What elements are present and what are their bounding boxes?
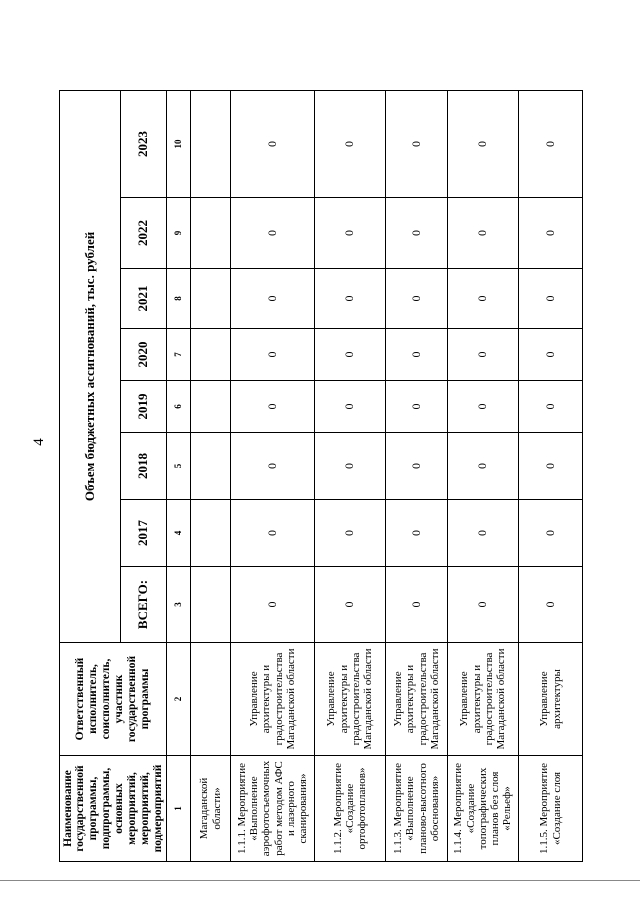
rotated-page — [59, 91, 582, 862]
row-value: 0 — [231, 269, 315, 329]
row-value: 0 — [231, 381, 315, 433]
row-value: 0 — [231, 433, 315, 500]
row-value — [191, 329, 231, 381]
table-row — [519, 90, 583, 861]
row-value: 0 — [519, 198, 583, 269]
row-value: 0 — [315, 329, 386, 381]
row-value: 0 — [448, 500, 519, 567]
row-value: 0 — [519, 567, 583, 643]
row-value — [191, 90, 231, 197]
header-year: 2023 — [121, 90, 167, 197]
table-row — [448, 90, 519, 861]
row-value: 0 — [519, 381, 583, 433]
row-value: 0 — [519, 90, 583, 197]
row-name: 1.1.1. Мероприятие «Выполнение аэрофотосъемочных работ методом АФС и лазерного сканирования» — [231, 756, 315, 862]
row-value — [191, 500, 231, 567]
table-row — [231, 90, 315, 861]
header-year: 2017 — [121, 500, 167, 567]
budget-table-wrapper — [59, 91, 582, 862]
row-value: 0 — [315, 381, 386, 433]
row-name: Магаданской области» — [191, 756, 231, 862]
row-value: 0 — [315, 567, 386, 643]
row-name: 1.1.5. Мероприятие «Создание слоя — [519, 756, 583, 862]
header-row-group — [60, 90, 121, 861]
header-budget-group: Объем бюджетных ассигнований, тыс. рублей — [60, 90, 121, 642]
row-value — [191, 198, 231, 269]
row-value — [191, 433, 231, 500]
column-number: 2 — [167, 643, 191, 756]
page-bottom-rule — [0, 880, 640, 881]
row-value — [191, 269, 231, 329]
row-value: 0 — [448, 433, 519, 500]
table-row — [386, 90, 448, 861]
row-value: 0 — [519, 433, 583, 500]
column-number: 3 — [167, 567, 191, 643]
row-value: 0 — [231, 567, 315, 643]
row-value: 0 — [386, 567, 448, 643]
row-executor: Управление архитектуры и градостроительства Магаданской области — [315, 643, 386, 756]
row-executor: Управление архитектуры и градостроительства Магаданской области — [386, 643, 448, 756]
header-total: ВСЕГО: — [121, 567, 167, 643]
header-name: Наименование государственной программы, подпрограммы, основных мероприятий, мероприятий, подмероприятий — [60, 756, 167, 862]
column-number: 7 — [167, 329, 191, 381]
row-value: 0 — [231, 90, 315, 197]
row-value — [191, 381, 231, 433]
row-value: 0 — [315, 90, 386, 197]
row-value: 0 — [386, 269, 448, 329]
row-value: 0 — [448, 567, 519, 643]
column-number: 4 — [167, 500, 191, 567]
column-number: 1 — [167, 756, 191, 862]
header-year: 2022 — [121, 198, 167, 269]
row-name: 1.1.3. Мероприятие «Выполнение планово-высотного обоснования» — [386, 756, 448, 862]
budget-table — [59, 90, 583, 862]
row-executor: Управление архитектуры и градостроительства Магаданской области — [231, 643, 315, 756]
page-number: 4 — [31, 438, 47, 446]
header-year: 2020 — [121, 329, 167, 381]
column-number: 10 — [167, 90, 191, 197]
row-value: 0 — [519, 329, 583, 381]
row-value — [191, 567, 231, 643]
row-value: 0 — [386, 198, 448, 269]
column-number-row — [167, 90, 191, 861]
row-value: 0 — [448, 198, 519, 269]
column-number: 6 — [167, 381, 191, 433]
row-value: 0 — [448, 381, 519, 433]
row-executor: Управление архитектуры — [519, 643, 583, 756]
row-value: 0 — [448, 329, 519, 381]
header-executor: Ответственный исполнитель, соисполнитель, участник государственной программы — [60, 643, 167, 756]
column-number: 9 — [167, 198, 191, 269]
header-year: 2019 — [121, 381, 167, 433]
row-value: 0 — [386, 433, 448, 500]
row-value: 0 — [519, 269, 583, 329]
row-name: 1.1.4. Мероприятие «Создание топографических планов без слоя «Рельеф» — [448, 756, 519, 862]
row-value: 0 — [386, 500, 448, 567]
row-executor: Управление архитектуры и градостроительства Магаданской области — [448, 643, 519, 756]
column-number: 8 — [167, 269, 191, 329]
column-number: 5 — [167, 433, 191, 500]
table-row — [191, 90, 231, 861]
row-value: 0 — [448, 90, 519, 197]
row-value: 0 — [231, 198, 315, 269]
row-value: 0 — [231, 329, 315, 381]
row-value: 0 — [386, 90, 448, 197]
header-year: 2018 — [121, 433, 167, 500]
row-value: 0 — [386, 329, 448, 381]
header-year: 2021 — [121, 269, 167, 329]
row-value: 0 — [315, 198, 386, 269]
row-executor — [191, 643, 231, 756]
row-value: 0 — [519, 500, 583, 567]
row-value: 0 — [386, 381, 448, 433]
row-value: 0 — [231, 500, 315, 567]
table-row — [315, 90, 386, 861]
row-value: 0 — [448, 269, 519, 329]
row-value: 0 — [315, 269, 386, 329]
row-value: 0 — [315, 500, 386, 567]
row-value: 0 — [315, 433, 386, 500]
row-name: 1.1.2. Мероприятие «Создание ортофотопланов» — [315, 756, 386, 862]
